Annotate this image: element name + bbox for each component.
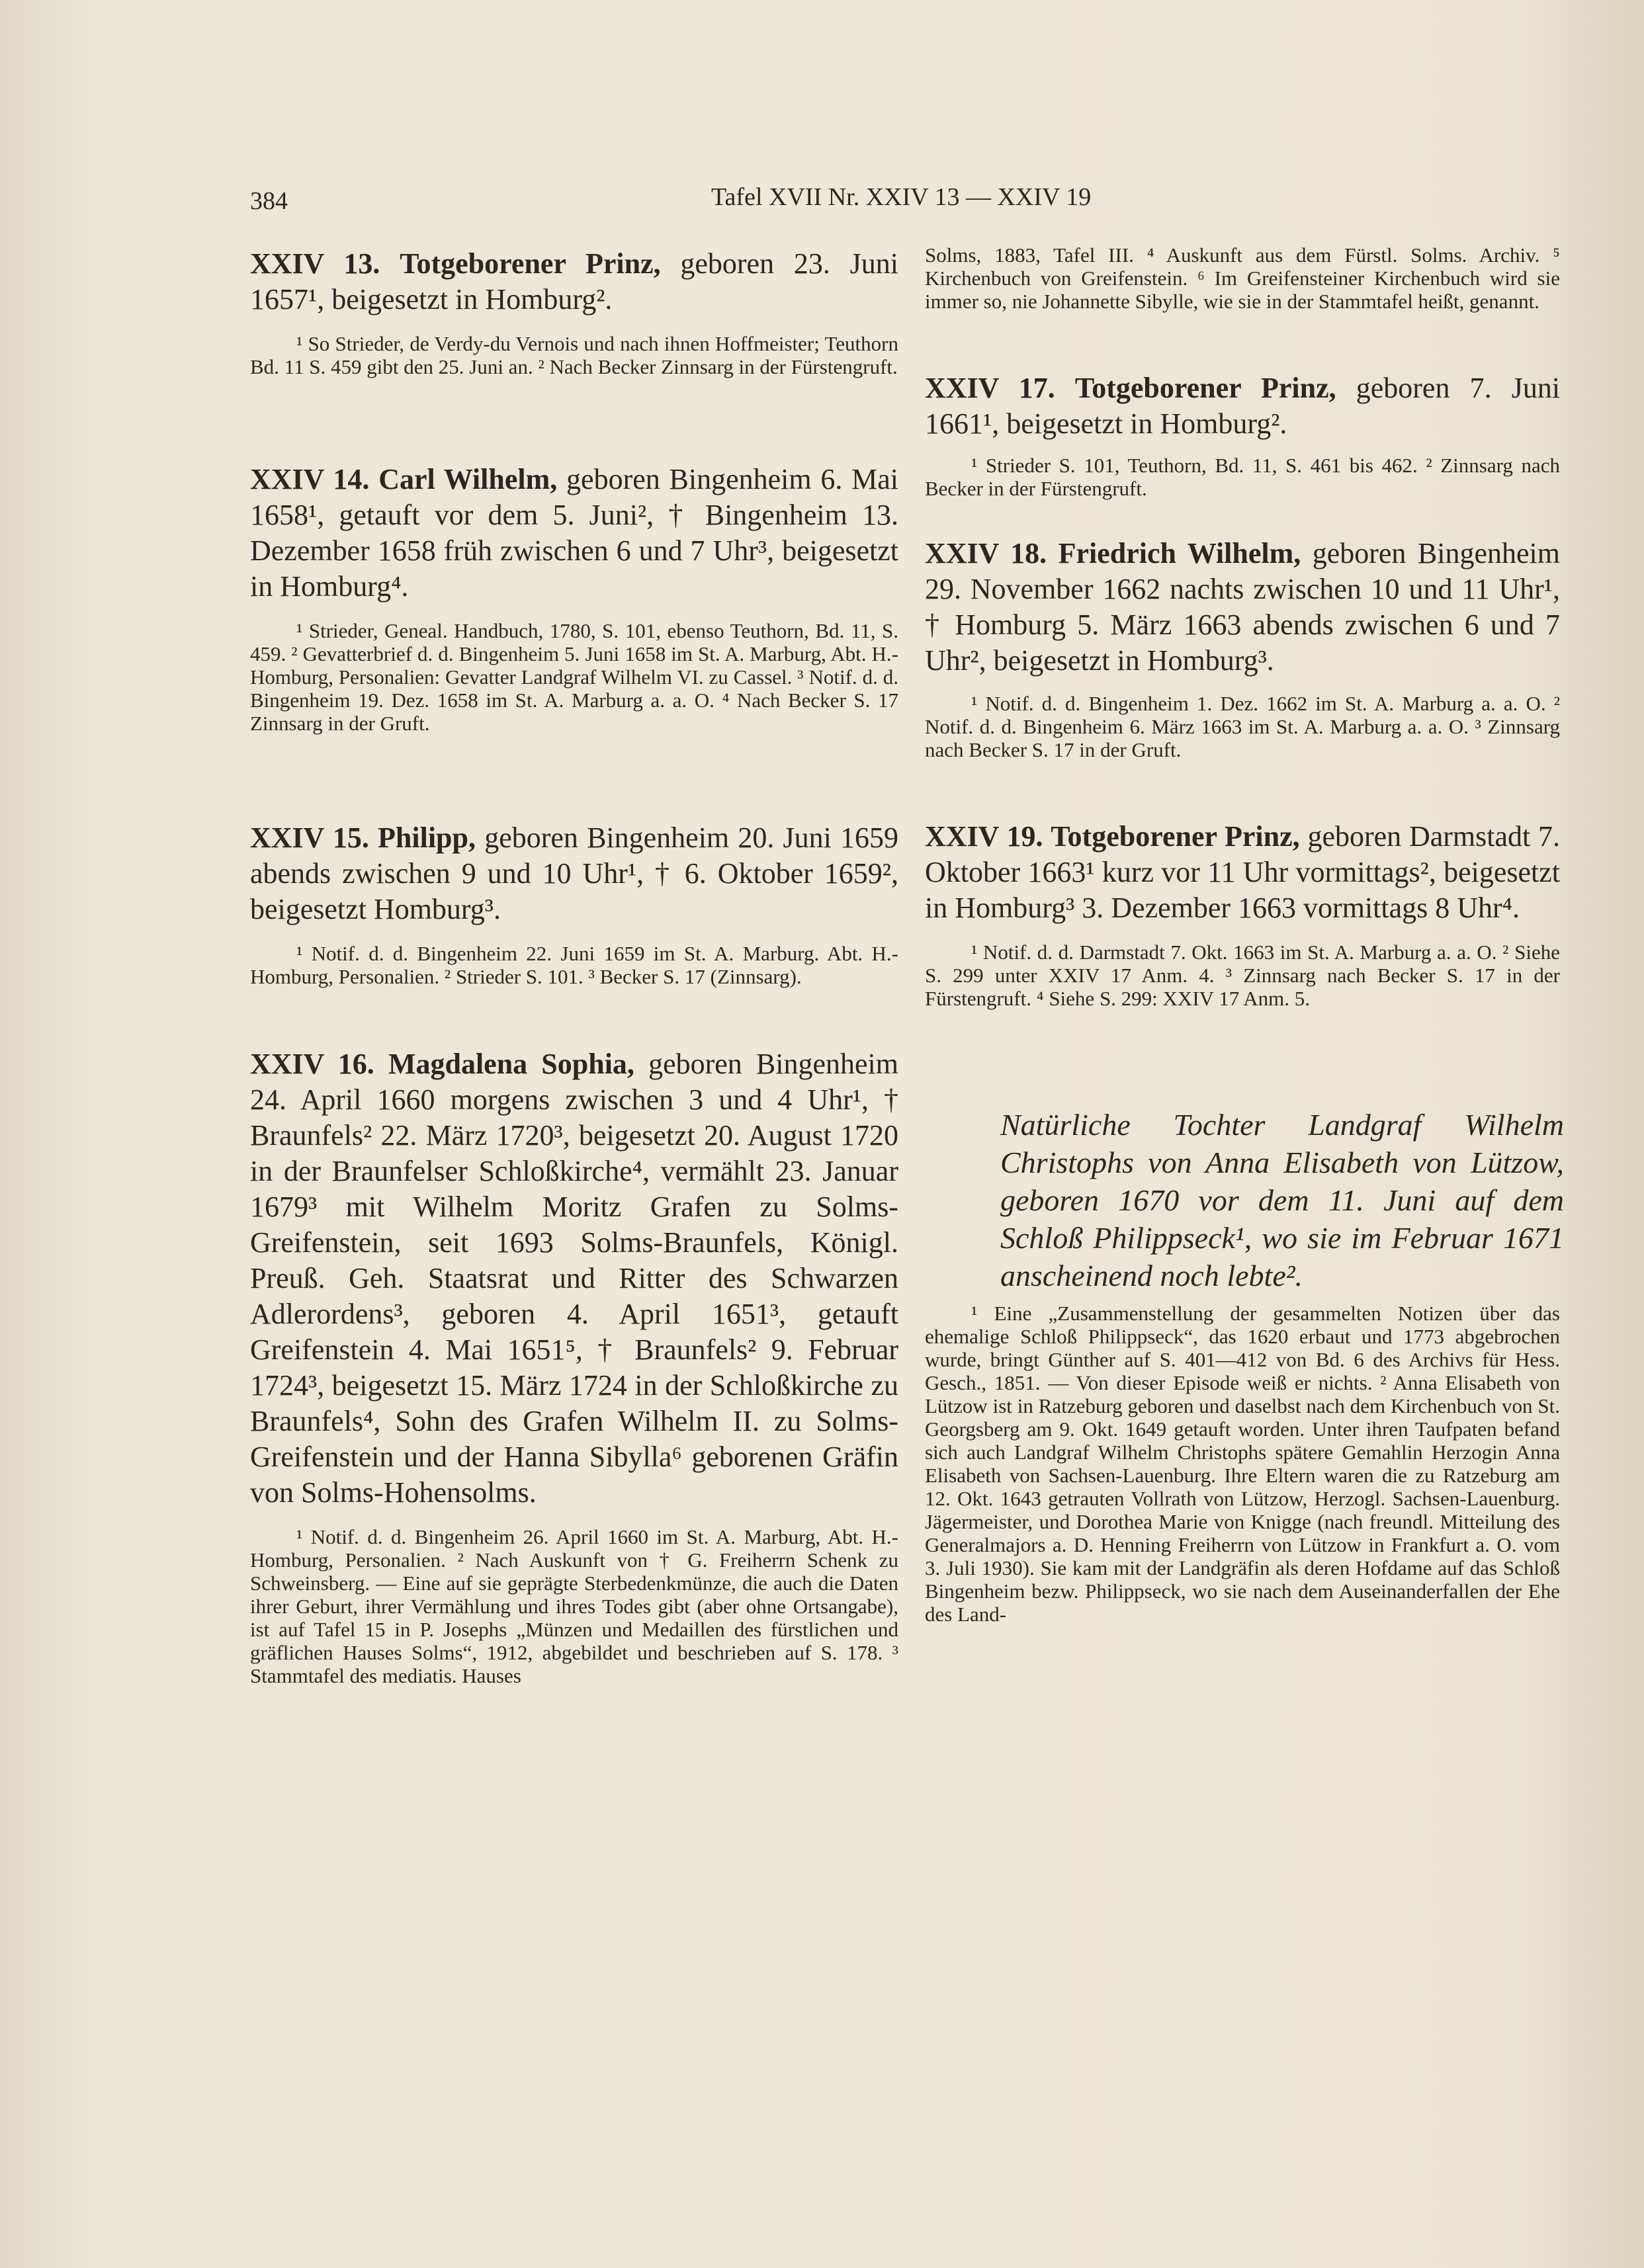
natural-daughter-section <box>1000 1106 1564 1294</box>
footnotes: ¹ Eine „Zusammenstellung der gesammelten Notizen über das ehemalige Schloß Philippseck“, das 1620 erbaut und 1773 abgebrochen wurde, bringt Günther auf S. 401—412 von Bd. 6 des Archivs für Hess. Gesch., 1851. — Von dieser Episode weiß er nichts. ² Anna Elisabeth von Lützow ist in Ratzeburg geboren und daselbst nach dem Kirchenbuch von St. Georgsberg am 9. Okt. 1649 getauft worden. Unter ihren Taufpaten befand sich auch Landgraf Wilhelm Christophs spätere Gemahlin Herzogin Anna Elisabeth von Sachsen-Lauenburg. Ihre Eltern waren die zu Ratzeburg am 12. Okt. 1643 getrauten Vollrath von Lützow, Herzogl. Sachsen-Lauenburg. Jägermeister, und Dorothea Marie von Knigge (nach freundl. Mitteilung des Generalmajors a. D. Henning Freiherrn von Lützow in Frankfurt a. O. vom 3. Juli 1930). Sie kam mit der Landgräfin als deren Hofdame auf das Schloß Bingenheim bezw. Philippseck, wo sie nach dem Auseinanderfallen der Ehe des Land- <box>925 1302 1560 1626</box>
entry-text: geboren Darmstadt 7. Oktober 1663¹ kurz vor 11 Uhr vormittags², beigesetzt in Homburg³ 3. Dezember 1663 vormittags 8 Uhr⁴. <box>925 820 1561 924</box>
entry-text: geboren 23. Juni 1657¹, beigesetzt in Homburg². <box>250 247 898 315</box>
entry-name: Totgeborener Prinz, <box>1074 372 1336 404</box>
natural-daughter-notes <box>925 1302 1560 1626</box>
footnotes: ¹ Strieder, Geneal. Handbuch, 1780, S. 101, ebenso Teuthorn, Bd. 11, S. 459. ² Gevatterbrief d. d. Bingenheim 5. Juni 1658 im St. A. Marburg, Abt. H.-Homburg, Personalien: Gevatter Landgraf Wilhelm VI. zu Cassel. ³ Notif. d. d. Bingenheim 19. Dez. 1658 im St. A. Marburg a. a. O. ⁴ Nach Becker S. 17 Zinnsarg in der Gruft. <box>250 619 898 735</box>
footnotes: ¹ Notif. d. d. Bingenheim 1. Dez. 1662 im St. A. Marburg a. a. O. ² Notif. d. d. Bingenheim 6. März 1663 im St. A. Marburg a. a. O. ³ Zinnsarg nach Becker S. 17 in der Gruft. <box>925 692 1560 761</box>
entry-id: XXIV 19. <box>925 820 1043 853</box>
page-number: 384 <box>250 187 288 215</box>
entry-xxiv-19 <box>925 819 1560 1010</box>
running-title: Tafel XVII Nr. XXIV 13 — XXIV 19 <box>711 183 1092 211</box>
entry-text: geboren Bingenheim 29. November 1662 nachts zwischen 10 und 11 Uhr¹, † Homburg 5. März 1663 abends zwischen 6 und 7 Uhr², beigesetzt in Homburg³. <box>925 537 1560 677</box>
entry-name: Philipp, <box>378 821 476 854</box>
entry-text: geboren 7. Juni 1661¹, beigesetzt in Homburg². <box>925 372 1561 440</box>
entry-xxiv-15 <box>250 820 898 988</box>
entry-xxiv-16 <box>250 1046 898 1687</box>
entry-id: XXIV 17. <box>925 372 1055 404</box>
entry-text: geboren Bingenheim 20. Juni 1659 abends zwischen 9 und 10 Uhr¹, † 6. Oktober 1659², beigesetzt Homburg³. <box>250 821 899 925</box>
footnotes: ¹ Notif. d. d. Bingenheim 26. April 1660 im St. A. Marburg, Abt. H.-Homburg, Personalien. ² Nach Auskunft von † G. Freiherrn Schenk zu Schweinsberg. — Eine auf sie geprägte Sterbedenkmünze, die auch die Daten ihrer Geburt, ihrer Vermählung und ihres Todes gibt (aber ohne Ortsangabe), ist auf Tafel 15 in P. Josephs „Münzen und Medaillen des fürstlichen und gräflichen Hauses Solms“, 1912, abgebildet und beschrieben auf S. 178. ³ Stammtafel des mediatis. Hauses <box>250 1525 898 1687</box>
entry-xxiv-13 <box>250 246 898 378</box>
entry-id: XXIV 16. <box>250 1048 374 1080</box>
entry-id: XXIV 15. <box>250 821 369 854</box>
footnotes: ¹ Notif. d. d. Darmstadt 7. Okt. 1663 im St. A. Marburg a. a. O. ² Siehe S. 299 unter XXIV 17 Anm. 4. ³ Zinnsarg nach Becker S. 17 in der Fürstengruft. ⁴ Siehe S. 299: XXIV 17 Anm. 5. <box>925 941 1560 1010</box>
footnote-continuation <box>925 243 1560 313</box>
section-heading: Natürliche Tochter Landgraf Wilhelm Christophs von Anna Elisabeth von Lützow, geboren 1670 vor dem 11. Juni auf dem Schloß Philippseck¹, wo sie im Februar 1671 anscheinend noch lebte². <box>1000 1108 1564 1292</box>
entry-name: Totgeborener Prinz, <box>1051 820 1300 853</box>
entry-text: geboren Bingenheim 24. April 1660 morgens zwischen 3 und 4 Uhr¹, † Braunfels² 22. März 1720³, beigesetzt 20. August 1720 in der Braunfelser Schloßkirche⁴, vermählt 23. Januar 1679³ mit Wilhelm Moritz Grafen zu Solms-Greifenstein, seit 1693 Solms-Braunfels, Königl. Preuß. Geh. Staatsrat und Ritter des Schwarzen Adlerordens³, geboren 4. April 1651³, getauft Greifenstein 4. Mai 1651⁵, † Braunfels² 9. Februar 1724³, beigesetzt 15. März 1724 in der Schloßkirche zu Braunfels⁴, Sohn des Grafen Wilhelm II. zu Solms-Greifenstein und der Hanna Sibylla⁶ geborenen Gräfin von Solms-Hohensolms. <box>250 1048 899 1509</box>
footnotes-continued: Solms, 1883, Tafel III. ⁴ Auskunft aus dem Fürstl. Solms. Archiv. ⁵ Kirchenbuch von Greifenstein. ⁶ Im Greifensteiner Kirchenbuch wird sie immer so, nie Johannette Sibylle, wie sie in der Stammtafel heißt, genannt. <box>925 243 1560 313</box>
entry-id: XXIV 13. <box>250 247 380 280</box>
entry-id: XXIV 18. <box>925 537 1047 569</box>
entry-name: Totgeborener Prinz, <box>400 247 661 280</box>
entry-xxiv-14 <box>250 462 898 735</box>
entry-name: Magdalena Sophia, <box>388 1048 634 1080</box>
footnotes: ¹ Notif. d. d. Bingenheim 22. Juni 1659 im St. A. Marburg. Abt. H.-Homburg, Personalien. ² Strieder S. 101. ³ Becker S. 17 (Zinnsarg). <box>250 942 898 988</box>
entry-name: Carl Wilhelm, <box>378 463 558 495</box>
entry-xxiv-18 <box>925 536 1560 761</box>
footnotes: ¹ So Strieder, de Verdy-du Vernois und nach ihnen Hoffmeister; Teuthorn Bd. 11 S. 459 gibt den 25. Juni an. ² Nach Becker Zinnsarg in der Fürstengruft. <box>250 332 898 378</box>
entry-text: geboren Bingenheim 6. Mai 1658¹, getauft vor dem 5. Juni², † Bingenheim 13. Dezember 1658 früh zwischen 6 und 7 Uhr³, beigesetzt in Homburg⁴. <box>250 463 899 603</box>
entry-name: Friedrich Wilhelm, <box>1058 537 1301 569</box>
footnotes: ¹ Strieder S. 101, Teuthorn, Bd. 11, S. 461 bis 462. ² Zinnsarg nach Becker in der Fürstengruft. <box>925 454 1560 500</box>
entry-xxiv-17 <box>925 370 1560 500</box>
entry-id: XXIV 14. <box>250 463 370 495</box>
